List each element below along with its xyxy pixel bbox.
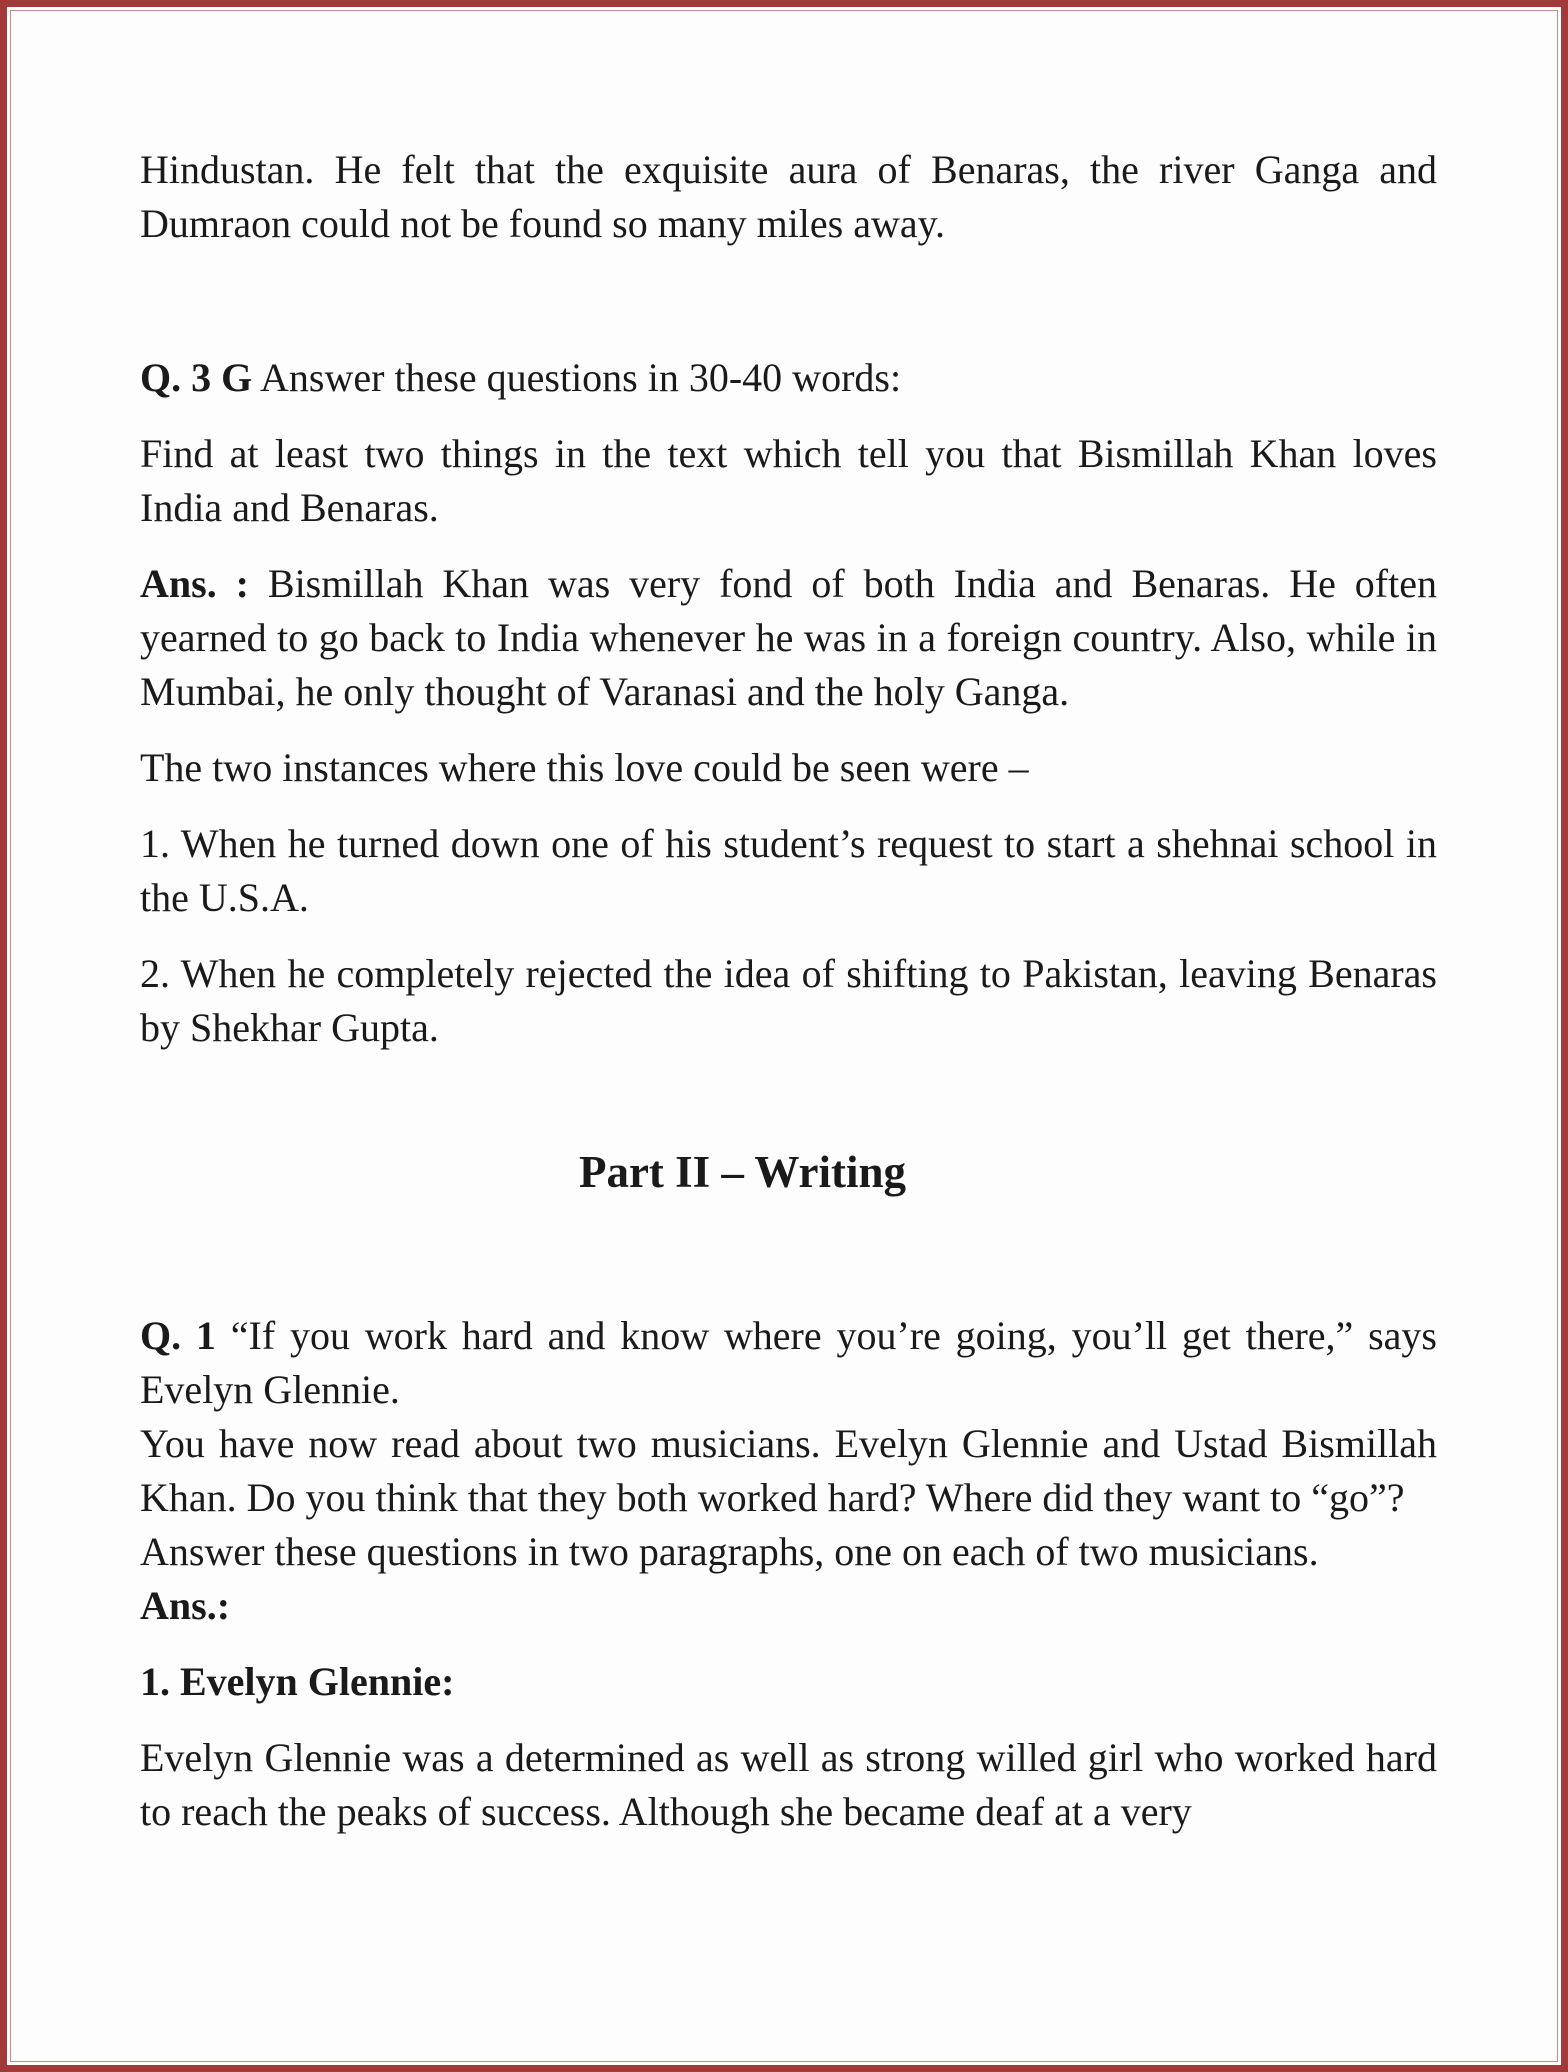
q3g-point-2: 2. When he completely rejected the idea of shifting to Pakistan, leaving Benaras by Shekhar Gupta. [140,951,1437,1050]
part2-q1-quote-text: “If you work hard and know where you’re going, you’ll get there,” says Evelyn Glennie. [140,1313,1437,1412]
part2-sub-1-text: Evelyn Glennie was a determined as well as strong willed girl who worked hard to reach the peaks of success. Although she became deaf at a very [140,1735,1437,1834]
document-body [140,143,1437,1839]
q3g-question: Find at least two things in the text which tell you that Bismillah Khan loves India and Benaras. [140,431,1437,530]
intro-paragraph: Hindustan. He felt that the exquisite aura of Benaras, the river Ganga and Dumraon could not be found so many miles away. [140,147,1437,246]
q3g-instruction: Answer these questions in 30-40 words: [260,355,902,400]
q3g-answer-text: Bismillah Khan was very fond of both India and Benaras. He often yearned to go back to India whenever he was in a foreign country. Also, while in Mumbai, he only thought of Varanasi and the holy Ganga. [140,561,1437,714]
q3g-label: Q. 3 G [140,355,253,400]
part2-q1-label: Q. 1 [140,1313,216,1358]
part2-ans-label-text: Ans.: [140,1583,231,1628]
part2-q1-quote [140,1309,1437,1417]
part2-sub-heading-1: 1. Evelyn Glennie: [140,1659,455,1704]
part2-q1-body: You have now read about two musicians. Evelyn Glennie and Ustad Bismillah Khan. Do you think that they both worked hard? Where did they want to “go”? [140,1421,1437,1520]
q3g-instances-intro: The two instances where this love could be seen were – [140,745,1029,790]
part2-q1-instruction: Answer these questions in two paragraphs, one on each of two musicians. [140,1529,1319,1574]
q3g-ans-label: Ans. : [140,561,249,606]
part2-ans-label [140,1579,1437,1633]
q3g-question-line [140,351,1437,405]
q3g-point-1: 1. When he turned down one of his student’s request to start a shehnai school in the U.S.A. [140,821,1437,920]
q3g-answer [140,557,1437,719]
part2-heading: Part II – Writing [578,1147,907,1197]
